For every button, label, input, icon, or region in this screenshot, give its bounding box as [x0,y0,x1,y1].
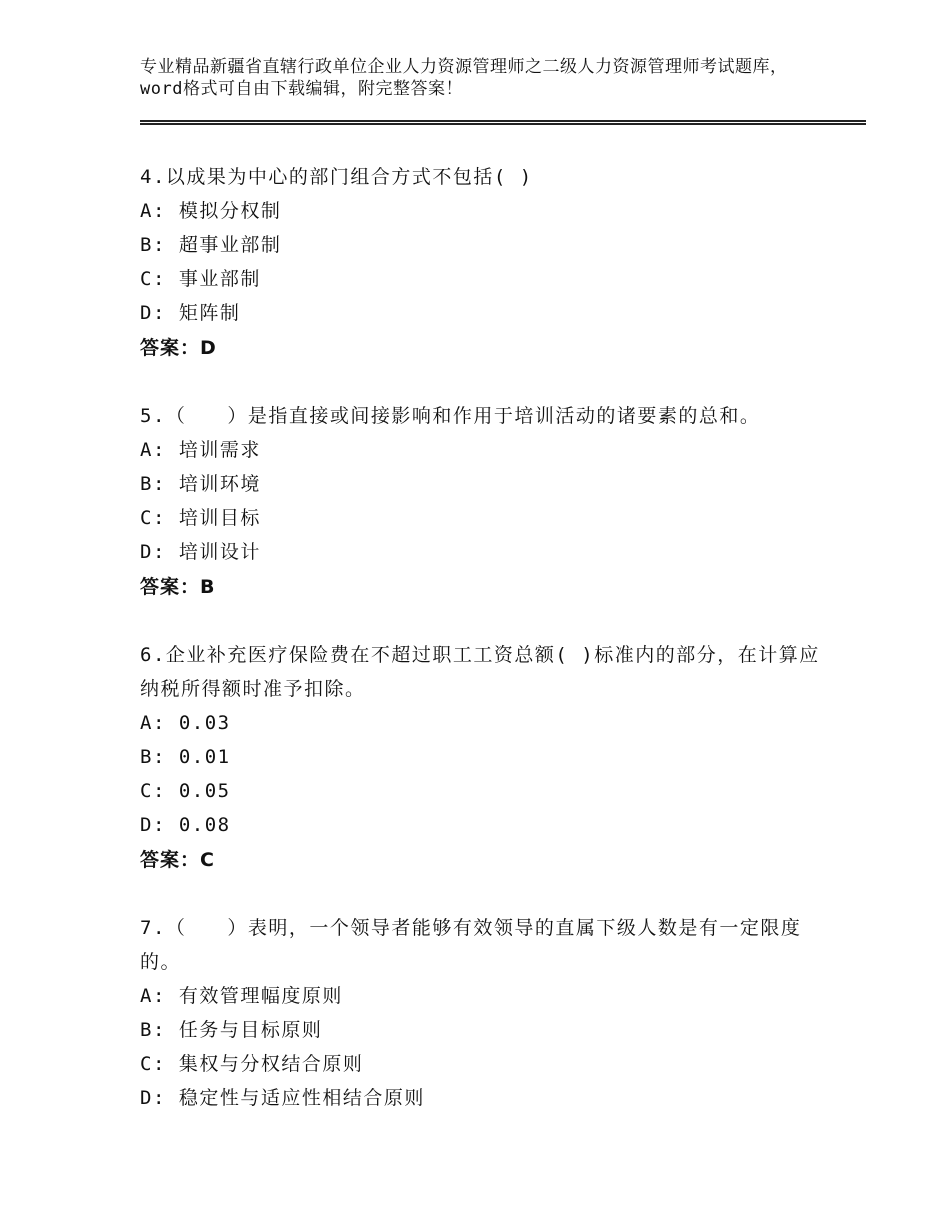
option-a: A: 模拟分权制 [140,200,282,222]
option-d: D: 培训设计 [140,541,261,563]
option-c: C: 0.05 [140,780,231,802]
option-c: C: 培训目标 [140,507,261,529]
question-stem: 5.（ ）是指直接或间接影响和作用于培训活动的诸要素的总和。 [140,405,761,427]
option-d: D: 矩阵制 [140,302,241,324]
header-double-rule [140,120,866,125]
option-c: C: 事业部制 [140,268,261,290]
question-stem: 4.以成果为中心的部门组合方式不包括( ) [140,166,533,188]
option-a: A: 培训需求 [140,439,261,461]
document-header-title: 专业精品新疆省直辖行政单位企业人力资源管理师之二级人力资源管理师考试题库，word格式可自由下载编辑，附完整答案！ [140,57,788,99]
answer-label: 答案：C [140,849,215,871]
question-7 [140,911,820,1115]
option-d: D: 0.08 [140,814,231,836]
option-b: B: 任务与目标原则 [140,1019,323,1041]
option-a: A: 0.03 [140,712,231,734]
option-a: A: 有效管理幅度原则 [140,985,343,1007]
answer-label: 答案：B [140,576,216,598]
option-b: B: 超事业部制 [140,234,282,256]
question-stem: 6.企业补充医疗保险费在不超过职工工资总额( )标准内的部分，在计算应纳税所得额时准予扣除。 [140,644,820,700]
option-b: B: 0.01 [140,746,231,768]
answer-label: 答案：D [140,337,217,359]
option-b: B: 培训环境 [140,473,261,495]
question-stem: 7.（ ）表明，一个领导者能够有效领导的直属下级人数是有一定限度的。 [140,917,802,973]
option-c: C: 集权与分权结合原则 [140,1053,364,1075]
option-d: D: 稳定性与适应性相结合原则 [140,1087,425,1109]
question-6 [140,638,820,878]
question-4 [140,160,820,366]
question-5 [140,399,820,605]
